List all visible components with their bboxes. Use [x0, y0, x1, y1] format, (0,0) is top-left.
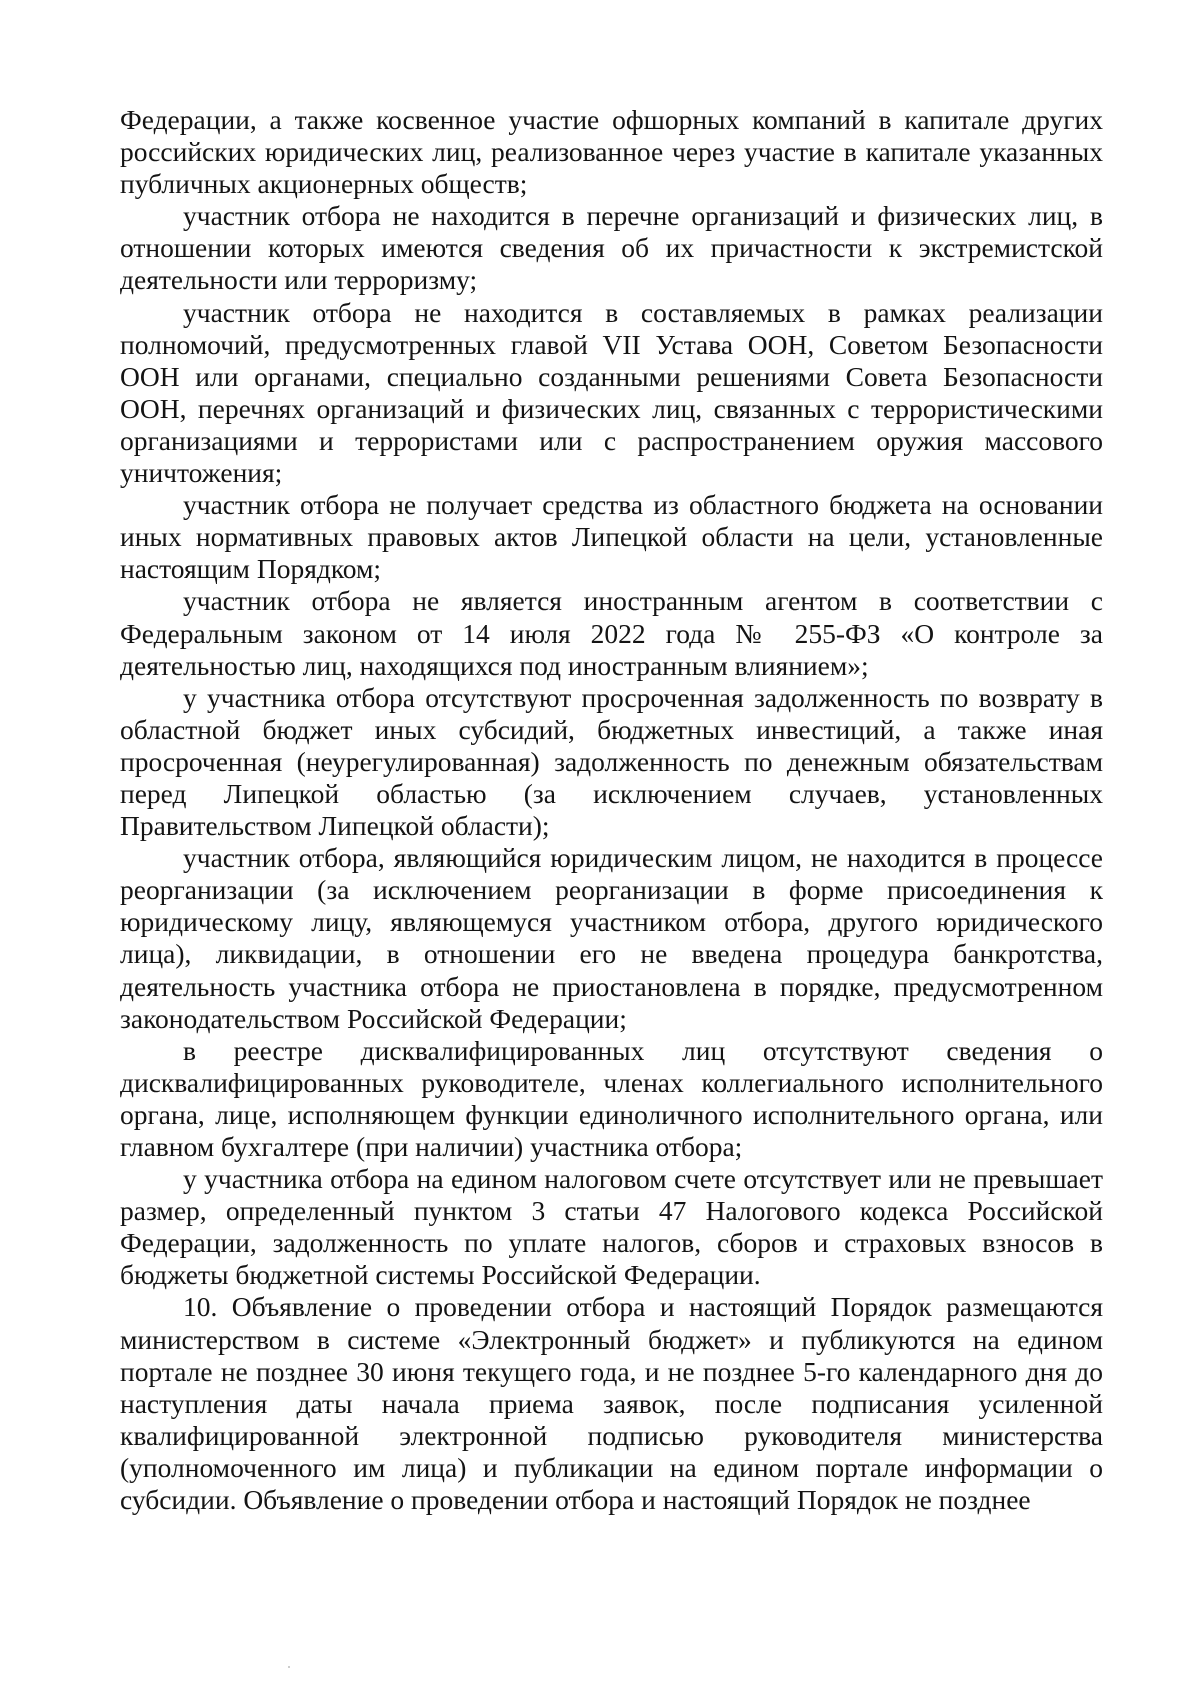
paragraph-disqualified-registry: в реестре дисквалифицированных лиц отсутствуют сведения о дисквалифицированных руководителе, членах коллегиального исполнительного органа, лице, исполняющем функции единоличного исполнительного органа, или главном бухгалтере (при наличии) участника отбора; — [120, 1034, 1103, 1162]
paragraph-un-sanctions: участник отбора не находится в составляемых в рамках реализации полномочий, предусмотренных главой VII Устава ООН, Советом Безопасности ООН или органами, специально созданными решениями Совета Безопасности ООН, перечнях организаций и физических лиц, связанных с террористическими организациями и террористами или с распространением оружия массового уничтожения; — [120, 296, 1103, 489]
paragraph-regional-budget: участник отбора не получает средства из областного бюджета на основании иных нормативных правовых актов Липецкой области на цели, установленные настоящим Порядком; — [120, 489, 1103, 585]
paragraph-extremism-list: участник отбора не находится в перечне организаций и физических лиц, в отношении которых имеются сведения об их причастности к экстремистской деятельности или терроризму; — [120, 200, 1103, 296]
paragraph-continuation: Федерации, а также косвенное участие офшорных компаний в капитале других российских юридических лиц, реализованное через участие в капитале указанных публичных акционерных обществ; — [120, 104, 1103, 200]
scan-speck — [288, 1666, 290, 1668]
paragraph-overdue-debt: у участника отбора отсутствуют просроченная задолженность по возврату в областной бюджет иных субсидий, бюджетных инвестиций, а также иная просроченная (неурегулированная) задолженность по денежным обязательствам перед Липецкой областью (за исключением случаев, установленных Правительством Липецкой области); — [120, 681, 1103, 842]
paragraph-section-10: 10. Объявление о проведении отбора и настоящий Порядок размещаются министерством в системе «Электронный бюджет» и публикуются на едином портале не позднее 30 июня текущего года, и не позднее 5-го календарного дня до наступления даты начала приема заявок, после подписания усиленной квалифицированной электронной подписью руководителя министерства (уполномоченного им лица) и публикации на едином портале информации о субсидии. Объявление о проведении отбора и настоящий Порядок не позднее — [120, 1291, 1103, 1516]
paragraph-reorganization: участник отбора, являющийся юридическим лицом, не находится в процессе реорганизации (за исключением реорганизации в форме присоединения к юридическому лицу, являющемуся участником отбора, другого юридического лица), ликвидации, в отношении его не введена процедура банкротства, деятельность участника отбора не приостановлена в порядке, предусмотренном законодательством Российской Федерации; — [120, 842, 1103, 1034]
document-body — [120, 104, 1103, 1516]
paragraph-foreign-agent: участник отбора не является иностранным агентом в соответствии с Федеральным законом от 14 июля 2022 года № 255-ФЗ «О контроле за деятельностью лиц, находящихся под иностранным влиянием»; — [120, 585, 1103, 681]
paragraph-tax-debt: у участника отбора на едином налоговом счете отсутствует или не превышает размер, определенный пунктом 3 статьи 47 Налогового кодекса Российской Федерации, задолженность по уплате налогов, сборов и страховых взносов в бюджеты бюджетной системы Российской Федерации. — [120, 1163, 1103, 1291]
